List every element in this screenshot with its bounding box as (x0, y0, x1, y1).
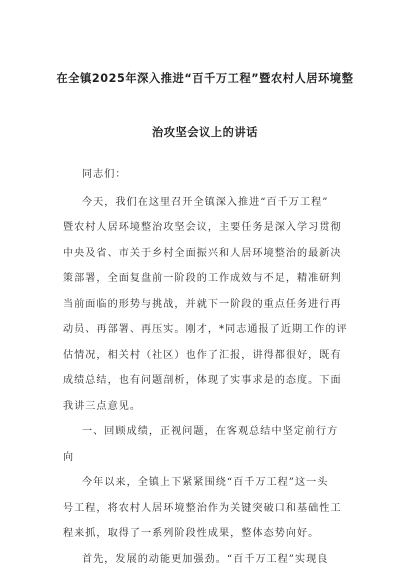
body-line: 动员、再部署、再压实。刚才，*同志通报了近期工作的评 (63, 324, 348, 335)
body-line: 首先，发展的动能更加强劲。“百千万工程”实现良 (82, 554, 329, 565)
body-line: 中央及省、市关于乡村全面振兴和人居环境整治的最新决 (63, 248, 342, 259)
body-line: 策部署，全面复盘前一阶段的工作成效与不足，精准研判 (63, 273, 342, 284)
body-line: 我讲三点意见。 (63, 401, 142, 412)
body-line: 成绩总结，也有问题剖析，体现了实事求是的态度。下面 (63, 375, 342, 386)
body-line: 今天，我们在这里召开全镇深入推进“百千万工程” (82, 197, 329, 208)
body-line: 当前面临的形势与挑战，并就下一阶段的重点任务进行再 (63, 299, 342, 310)
body-line: 估情况，相关村（社区）也作了汇报，讲得都很好，既有 (63, 350, 342, 361)
document-title-line-1: 在全镇2025年深入推进“百千万工程”暨农村人居环境整 (56, 72, 354, 85)
salutation: 同志们： (82, 169, 127, 180)
section-heading: 一、回顾成绩，正视问题，在客观总结中坚定前行方 (82, 426, 339, 437)
section-heading-continuation: 向 (63, 452, 75, 463)
body-line: 今年以来，全镇上下紧紧围绕“百千万工程”这一头 (82, 477, 329, 488)
body-line: 号工程，将农村人居环境整治作为关键突破口和基础性工 (63, 503, 342, 514)
body-line: 暨农村人居环境整治攻坚会议，主要任务是深入学习贯彻 (63, 222, 342, 233)
document-title-line-2: 治攻坚会议上的讲话 (151, 126, 259, 139)
body-line: 程来抓，取得了一系列阶段性成果，整体态势向好。 (63, 528, 320, 539)
